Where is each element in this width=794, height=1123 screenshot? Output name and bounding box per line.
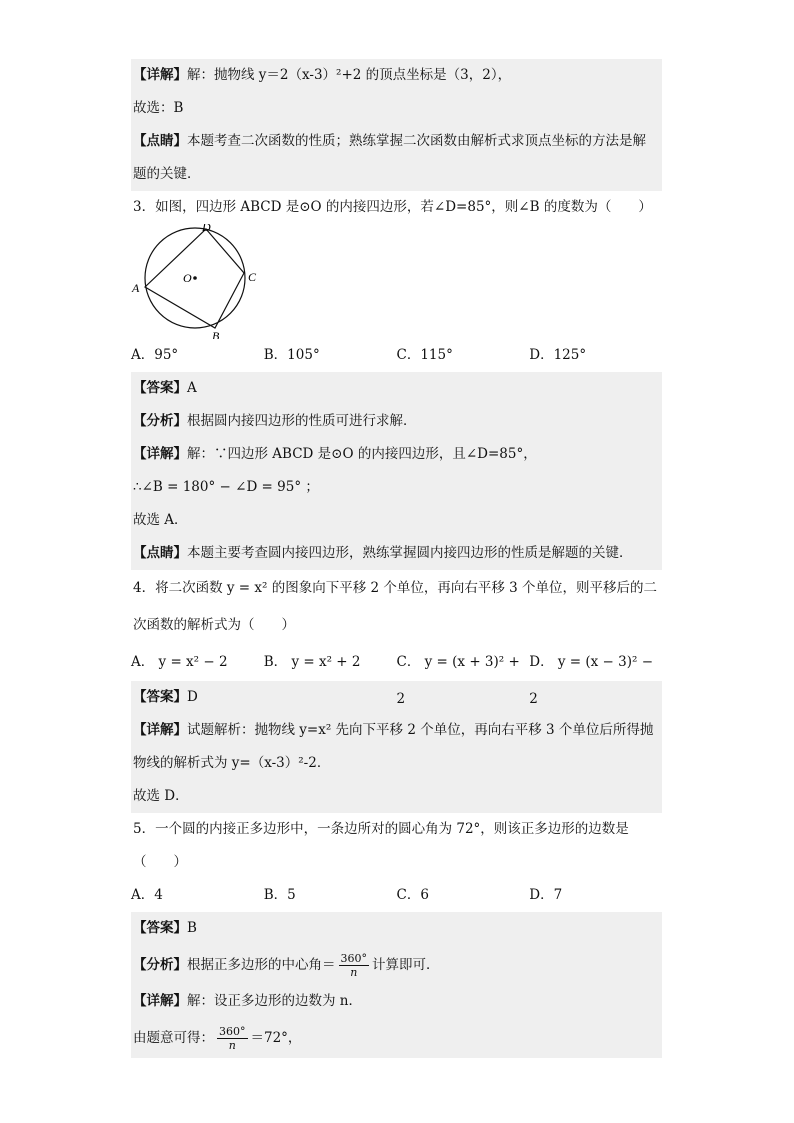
- q5-answer: B: [187, 920, 197, 936]
- inscribed-quadrilateral-diagram: [131, 224, 271, 339]
- detail-tag: 【详解】: [133, 722, 187, 738]
- q3-detail-line: [131, 438, 662, 471]
- q5-analysis-line: [131, 945, 662, 985]
- answer-tag: 【答案】: [133, 380, 187, 396]
- label-o: O: [183, 271, 192, 285]
- label-a: A: [132, 281, 140, 295]
- label-b: B: [212, 329, 220, 339]
- q4-solution-block: [131, 681, 662, 813]
- q5-equation-post: ＝72°，: [250, 1030, 302, 1046]
- q3-analysis-line: [131, 405, 662, 438]
- frac-numerator: 360°: [219, 1025, 246, 1038]
- q3-answer: A: [187, 380, 197, 396]
- document-page: [131, 59, 662, 1058]
- detail-tag: 【详解】: [133, 67, 187, 83]
- label-c: C: [248, 270, 257, 284]
- q2-choose: 故选：B: [133, 100, 184, 116]
- frac-denominator: n: [228, 1039, 236, 1052]
- q3-stem: 3．如图，四边形 ABCD 是⊙O 的内接四边形，若∠D=85°，则∠B 的度数为（ ）: [133, 199, 652, 215]
- center-point: [193, 276, 197, 280]
- q4-stem-line-2: 次函数的解析式为（ ）: [133, 617, 295, 633]
- q2-comment-text: 本题考查二次函数的性质；熟练掌握二次函数由解析式求顶点坐标的方法是解: [187, 133, 646, 149]
- q3-analysis: 根据圆内接四边形的性质可进行求解．: [187, 413, 417, 429]
- q4-detail: 试题解析：抛物线 y=x² 先向下平移 2 个单位，再向右平移 3 个单位后所得抛: [187, 722, 654, 738]
- frac-numerator: 360°: [340, 952, 367, 965]
- analysis-tag: 【分析】: [133, 957, 187, 973]
- q5-option-c: C．6: [396, 887, 429, 903]
- q3-option-a: A．95°: [131, 347, 179, 363]
- q4-option-b: B． y = x² + 2: [263, 654, 361, 670]
- q2-comment-line-2: 题的关键．: [133, 166, 201, 182]
- q3-options: [131, 339, 662, 372]
- q2-detail-line: [131, 59, 662, 92]
- fraction-360-over-n: [217, 1025, 248, 1052]
- q5-answer-line: [131, 912, 662, 945]
- q4-option-d: D． y = (x − 3)² − 2: [529, 654, 654, 707]
- comment-tag: 【点睛】: [133, 545, 187, 561]
- q2-comment-line: [131, 125, 662, 158]
- q3-comment: 本题主要考查圆内接四边形，熟练掌握圆内接四边形的性质是解题的关键．: [187, 545, 633, 561]
- q3-choose: 故选 A．: [133, 512, 188, 528]
- q5-analysis-pre: 根据正多边形的中心角＝: [187, 957, 336, 973]
- q3-option-c: C．115°: [396, 347, 453, 363]
- q4-choose: 故选 D．: [133, 788, 189, 804]
- q2-solution-block: [131, 59, 662, 191]
- detail-tag: 【详解】: [133, 446, 187, 462]
- q3-detail: 解：∵四边形 ABCD 是⊙O 的内接四边形，且∠D=85°，: [187, 446, 537, 462]
- q3-option-d: D．125°: [529, 347, 587, 363]
- q5-stem-line-1: 5．一个圆的内接正多边形中，一条边所对的圆心角为 72°，则该正多边形的边数是: [133, 821, 629, 837]
- q4-option-a: A． y = x² − 2: [131, 654, 228, 670]
- q5-option-d: D．7: [529, 887, 563, 903]
- analysis-tag: 【分析】: [133, 413, 187, 429]
- q4-answer: D: [187, 689, 198, 705]
- q5-stem-line-2: （ ）: [133, 854, 187, 870]
- q4-answer-line: [131, 681, 662, 714]
- label-d: D: [202, 224, 211, 234]
- detail-tag: 【详解】: [133, 993, 187, 1009]
- q5-option-b: B．5: [263, 887, 296, 903]
- q3-option-b: B．105°: [263, 347, 320, 363]
- q4-option-c: C． y = (x + 3)² + 2: [396, 654, 520, 707]
- q4-detail-line: [131, 714, 662, 747]
- q5-analysis-post: 计算即可．: [372, 957, 440, 973]
- q4-stem-line-1: 4．将二次函数 y = x² 的图象向下平移 2 个单位，再向右平移 3 个单位，则平移后的二: [133, 580, 658, 596]
- q2-detail-text: 解：抛物线 y＝2（x-3）²+2 的顶点坐标是（3，2），: [187, 67, 512, 83]
- q5-solution-block: [131, 912, 662, 1058]
- fraction-360-over-n: [339, 952, 370, 979]
- q3-solution-block: [131, 372, 662, 570]
- answer-tag: 【答案】: [133, 920, 187, 936]
- q5-equation-line: [131, 1018, 662, 1058]
- q3-figure: [131, 224, 662, 339]
- q5-detail-line: [131, 985, 662, 1018]
- q4-detail-line-2: 物线的解析式为 y=（x-3）²-2．: [133, 755, 331, 771]
- q5-option-a: A．4: [131, 887, 163, 903]
- q3-answer-line: [131, 372, 662, 405]
- q5-options: [131, 879, 662, 912]
- comment-tag: 【点睛】: [133, 133, 187, 149]
- q5-equation-pre: 由题意可得：: [133, 1030, 214, 1046]
- frac-denominator: n: [350, 966, 358, 979]
- answer-tag: 【答案】: [133, 689, 187, 705]
- q3-comment-line: [131, 537, 662, 570]
- q5-detail: 解：设正多边形的边数为 n．: [187, 993, 362, 1009]
- q3-step: ∴∠B = 180° − ∠D = 95° ；: [133, 479, 319, 495]
